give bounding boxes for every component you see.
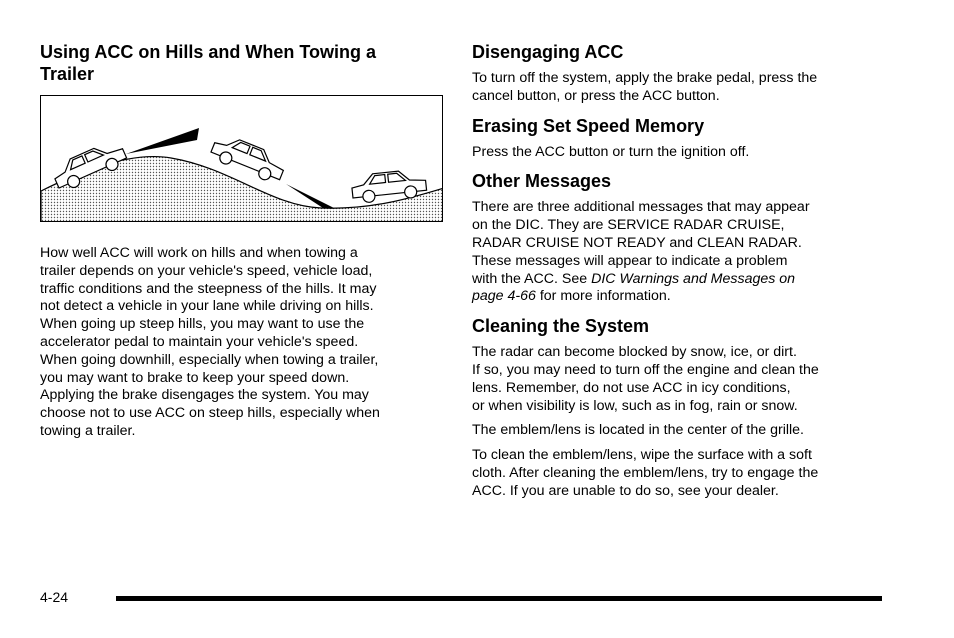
disengaging-heading: Disengaging ACC	[472, 42, 624, 62]
left-column	[40, 41, 435, 441]
hills-body-text: How well ACC will work on hills and when towing a trailer depends on your vehicle's speed, vehicle load, traffic conditions and the steepness of the hills. It may not detect a vehicle in your lane while driving on hills. When going up steep hills, you may want to use the accelerator pedal to maintain your vehicle's speed. When going downhill, especially when towing a trailer, you may want to brake to keep your speed down. Applying the brake disengages the system. You may choose not to use ACC on steep hills, especially when towing a trailer.	[40, 245, 380, 439]
other-messages-text-start: There are three additional messages that may appear on the DIC. They are SERVICE RADAR CRUISE, RADAR CRUISE NOT READY and CLEAN RADAR. These messages will appear to indicate a problem with the ACC. See	[472, 199, 810, 287]
footer-rule	[116, 596, 882, 601]
dic-warnings-reference: DIC Warnings and Messages on page 4-66	[472, 270, 796, 305]
erasing-text: Press the ACC button or turn the ignition off.	[472, 143, 750, 160]
hills-heading: Using ACC on Hills and When Towing a Trailer	[40, 42, 376, 84]
cleaning-heading: Cleaning the System	[472, 316, 650, 337]
erasing-heading: Erasing Set Speed Memory	[472, 115, 705, 136]
disengaging-text: To turn off the system, apply the brake pedal, press the cancel button, or press the ACC button.	[472, 70, 818, 104]
other-messages-text-end: for more information.	[535, 288, 671, 305]
cleaning-para-1: The radar can become blocked by snow, ice, or dirt. If so, you may need to turn off the engine and clean the lens. Remember, do not use ACC in icy conditions, or when visibility is low, such as in fog, rain or snow.	[472, 344, 819, 414]
right-column	[472, 41, 884, 501]
cleaning-para-2: The emblem/lens is located in the center of the grille.	[472, 422, 804, 439]
cleaning-para-3: To clean the emblem/lens, wipe the surface with a soft cloth. After cleaning the emblem/lens, try to engage the ACC. If you are unable to do so, see your dealer.	[472, 447, 819, 499]
radar-beam-icon	[126, 128, 199, 154]
hills-illustration	[40, 95, 443, 222]
other-messages-text	[472, 199, 884, 306]
other-messages-heading: Other Messages	[472, 171, 612, 192]
page-number: 4-24	[40, 589, 69, 605]
